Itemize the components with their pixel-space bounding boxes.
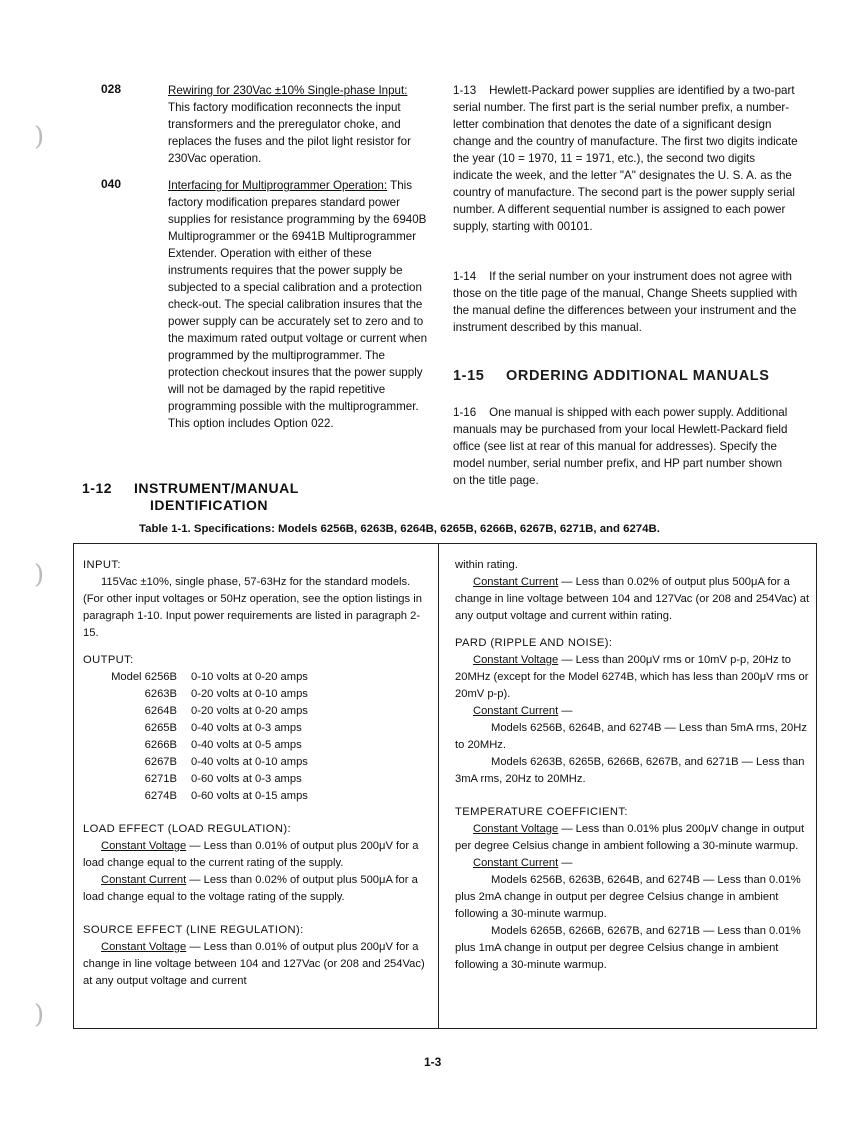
list-item: Model 6256B 0-10 volts at 0-20 amps	[111, 671, 308, 683]
margin-mark: )	[34, 1000, 45, 1030]
option-title: Interfacing for Multiprogrammer Operation:	[168, 179, 388, 192]
option-040	[168, 177, 430, 432]
spec-text: Constant Current — Less than 0.02% of output plus 500μA for a load change equal to the voltage rating of the supply.	[83, 874, 418, 903]
paragraph-text: Hewlett-Packard power supplies are identified by a two-part serial number. The first part is the serial number prefix, a number-letter combination that denotes the date of a significant design change and the country of manufacture. The first two digits indicate the year (10 = 1970, 11 = 1971, etc.), the second two digits indicate the week, and the letter "A" designates the U. S. A. as the country of manufacture. The second part is the power supply serial number. A different sequential number is assigned to each power supply, starting with 00101.	[453, 84, 798, 233]
section-title-line2: IDENTIFICATION	[150, 497, 268, 513]
spec-left-column	[83, 557, 428, 990]
option-number: 040	[101, 177, 122, 191]
spec-heading: INPUT:	[83, 559, 121, 571]
spec-text: Constant Voltage — Less than 0.01% of output plus 200μV for a change in line voltage between 104 and 127Vac (or 208 and 254Vac) at any output voltage and current	[83, 941, 425, 987]
section-title: ORDERING ADDITIONAL MANUALS	[506, 368, 770, 384]
spec-text: Constant Current —	[473, 857, 573, 869]
list-item: 6274B 0-60 volts at 0-15 amps	[144, 790, 308, 802]
paragraph-number: 1-16	[453, 406, 477, 419]
list-item: 6267B 0-40 volts at 0-10 amps	[144, 756, 308, 768]
margin-mark: )	[34, 560, 45, 590]
list-item: 6264B 0-20 volts at 0-20 amps	[144, 705, 308, 717]
spec-text: Constant Voltage — Less than 0.01% plus 200μV change in output per degree Celsius change in ambient following a 30-minute warmup.	[455, 823, 805, 852]
section-title: INSTRUMENT/MANUAL	[134, 480, 299, 496]
paragraph-1-13	[453, 82, 798, 235]
option-title: Rewiring for 230Vac ±10% Single-phase Input:	[168, 84, 408, 97]
paragraph-number: 1-13	[453, 84, 477, 97]
list-item: 6263B 0-20 volts at 0-10 amps	[144, 688, 308, 700]
list-item: 6265B 0-40 volts at 0-3 amps	[144, 722, 302, 734]
section-number: 1-12	[82, 480, 113, 496]
spec-heading: TEMPERATURE COEFFICIENT:	[455, 806, 628, 818]
margin-mark: )	[34, 122, 45, 152]
spec-heading: SOURCE EFFECT (LINE REGULATION):	[83, 924, 304, 936]
paragraph-text: One manual is shipped with each power supply. Additional manuals may be purchased from your local Hewlett-Packard field office (see list at rear of this manual for addresses). Specify the model number, serial number prefix, and HP part number shown on the title page.	[453, 406, 788, 487]
spec-heading: PARD (RIPPLE AND NOISE):	[455, 637, 613, 649]
section-number: 1-15	[453, 368, 485, 384]
spec-text: Models 6256B, 6264B, and 6274B — Less than 5mA rms, 20Hz to 20MHz.	[455, 722, 807, 751]
output-model-list	[83, 669, 428, 805]
spec-heading: LOAD EFFECT (LOAD REGULATION):	[83, 823, 292, 835]
list-item: 6266B 0-40 volts at 0-5 amps	[144, 739, 302, 751]
spec-text: Constant Current — Less than 0.02% of output plus 500μA for a change in line voltage between 104 and 127Vac (or 208 and 254Vac) at any output voltage and current within rating.	[455, 576, 810, 622]
list-item: 6271B 0-60 volts at 0-3 amps	[144, 773, 302, 785]
table-divider	[438, 543, 439, 1029]
option-028	[168, 82, 430, 167]
spec-text: Constant Voltage — Less than 0.01% of output plus 200μV for a load change equal to the current rating of the supply.	[83, 840, 419, 869]
table-caption: Table 1-1. Specifications: Models 6256B, 6263B, 6264B, 6265B, 6266B, 6267B, 6271B, and 6274B.	[139, 523, 660, 535]
spec-text: within rating.	[455, 559, 518, 571]
spec-text: Models 6265B, 6266B, 6267B, and 6271B — Less than 0.01% plus 1mA change in output per degree Celsius change in ambient following a 30-minute warmup.	[455, 925, 801, 971]
paragraph-text: If the serial number on your instrument does not agree with those on the title page of the manual, Change Sheets supplied with the manual define the differences between your instrument and the instrument described by this manual.	[453, 270, 798, 334]
spec-right-column	[455, 557, 810, 974]
option-body: This factory modification reconnects the input transformers and the preregulator choke, and replaces the fuses and the pilot light resistor for 230Vac operation.	[168, 101, 411, 165]
spec-text: Models 6263B, 6265B, 6266B, 6267B, and 6271B — Less than 3mA rms, 20Hz to 20MHz.	[455, 756, 805, 785]
paragraph-number: 1-14	[453, 270, 477, 283]
spec-text: Constant Voltage — Less than 200μV rms or 10mV p-p, 20Hz to 20MHz (except for the Model 6274B, which has less than 200μV rms or 20mV p-p).	[455, 654, 809, 700]
spec-text: Constant Current —	[473, 705, 573, 717]
spec-heading: OUTPUT:	[83, 654, 134, 666]
spec-text: Models 6256B, 6263B, 6264B, and 6274B — Less than 0.01% plus 2mA change in output per degree Celsius change in ambient following a 30-minute warmup.	[455, 874, 801, 920]
paragraph-1-16	[453, 404, 798, 489]
option-body: This factory modification prepares standard power supplies for resistance programming by the 6940B Multiprogrammer or the 6941B Multiprogrammer Extender. Operation with either of these instruments requires that the power supply be subjected to a special calibration and a protection check-out. The special calibration insures that the power supply can be accurately set to zero and to the maximum rated output voltage or current when programmed by the multiprogrammer. The protection checkout insures that the power supply will not be damaged by the rapid repetitive programming possible with the multiprogrammer. This option includes Option 022.	[168, 179, 428, 430]
paragraph-1-14	[453, 268, 798, 336]
option-number: 028	[101, 82, 122, 96]
spec-text: 115Vac ±10%, single phase, 57-63Hz for the standard models. (For other input voltages or 50Hz operation, see the option listings in paragraph 1-10. Input power requirements are listed in paragraph 2-15.	[83, 576, 422, 639]
page-number: 1-3	[424, 1055, 442, 1069]
